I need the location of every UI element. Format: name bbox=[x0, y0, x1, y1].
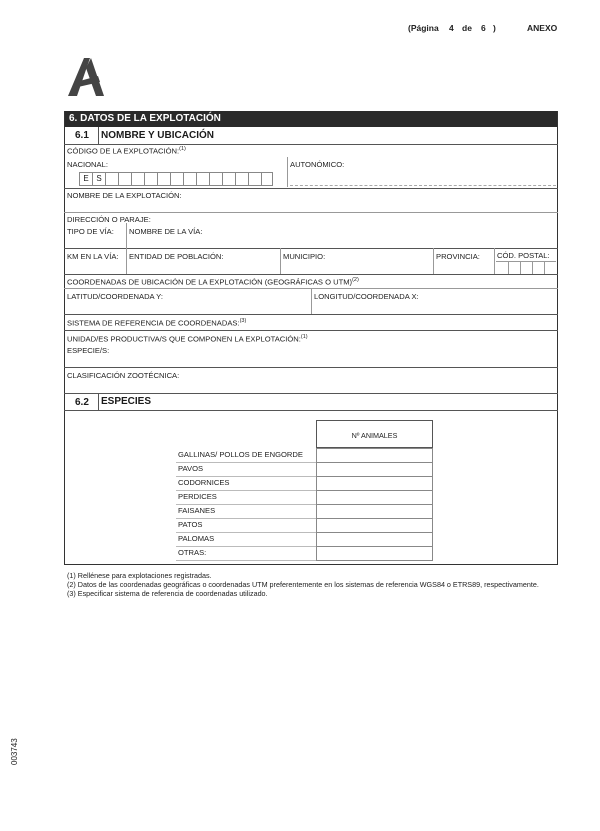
code-box[interactable] bbox=[157, 172, 171, 186]
code-box[interactable] bbox=[170, 172, 184, 186]
divider bbox=[287, 157, 288, 187]
code-box[interactable] bbox=[131, 172, 145, 186]
page-close: ) bbox=[493, 23, 496, 33]
subsection-number: 6.1 bbox=[75, 130, 89, 141]
subsection-number: 6.2 bbox=[75, 397, 89, 408]
km-via-label: KM EN LA VÍA: bbox=[67, 252, 119, 261]
divider bbox=[64, 393, 558, 394]
code-box[interactable] bbox=[261, 172, 273, 186]
species-row bbox=[176, 448, 316, 463]
species-row bbox=[176, 476, 316, 491]
provincia-label: PROVINCIA: bbox=[436, 252, 480, 261]
subsection-title: ESPECIES bbox=[101, 396, 152, 407]
longitud-label: LONGITUD/COORDENADA X: bbox=[314, 292, 419, 301]
species-table bbox=[176, 448, 433, 560]
especies-label: ESPECIE/S: bbox=[67, 346, 110, 355]
tipo-via-label: TIPO DE VÍA: bbox=[67, 227, 114, 236]
page-label: (Página bbox=[408, 23, 439, 33]
postal-code-boxes[interactable] bbox=[496, 261, 556, 274]
divider bbox=[126, 248, 127, 274]
divider bbox=[433, 248, 434, 274]
divider bbox=[64, 144, 558, 145]
species-name: PATOS bbox=[178, 520, 203, 529]
municipio-label: MUNICIPIO: bbox=[283, 252, 326, 261]
species-row bbox=[176, 532, 316, 547]
footnote: (2) Datos de las coordenadas geográficas o coordenadas UTM preferentemente en los sistemas de referencia WGS84 o ETRS89, respectivamente. bbox=[67, 580, 539, 589]
animals-count-input[interactable] bbox=[316, 476, 433, 491]
document-code: 003743 bbox=[10, 738, 19, 765]
divider bbox=[64, 330, 558, 331]
species-row bbox=[176, 462, 316, 477]
divider bbox=[64, 212, 558, 213]
code-box[interactable]: E bbox=[79, 172, 93, 186]
coordenadas-label: COORDENADAS DE UBICACIÓN DE LA EXPLOTACIÓN (GEOGRÁFICAS O UTM)$^{(2)}$ bbox=[67, 277, 359, 287]
code-boxes[interactable] bbox=[79, 172, 273, 186]
animals-count-input[interactable] bbox=[316, 518, 433, 533]
nacional-label: NACIONAL: bbox=[67, 160, 108, 169]
species-name: PERDICES bbox=[178, 492, 217, 501]
nombre-explotacion-label: NOMBRE DE LA EXPLOTACIÓN: bbox=[67, 191, 182, 200]
divider bbox=[64, 410, 558, 411]
divider bbox=[98, 393, 99, 410]
species-row bbox=[176, 490, 316, 505]
code-box[interactable] bbox=[118, 172, 132, 186]
divider bbox=[64, 314, 558, 315]
species-name: PALOMAS bbox=[178, 534, 215, 543]
cod-postal-label: CÓD. POSTAL: bbox=[497, 251, 550, 260]
code-box[interactable]: S bbox=[92, 172, 106, 186]
junta-logo-icon bbox=[64, 56, 106, 98]
animals-count-input[interactable] bbox=[316, 462, 433, 477]
divider bbox=[126, 223, 127, 249]
divider bbox=[64, 248, 558, 249]
nombre-via-label: NOMBRE DE LA VÍA: bbox=[129, 227, 203, 236]
code-box[interactable] bbox=[105, 172, 119, 186]
subsection-title: NOMBRE Y UBICACIÓN bbox=[101, 130, 214, 141]
unidad-productiva-label: UNIDAD/ES PRODUCTIVA/S QUE COMPONEN LA EXPLOTACIÓN:$^{(1)}$ bbox=[67, 334, 308, 344]
animals-count-input[interactable] bbox=[316, 490, 433, 505]
autonomico-input-line[interactable] bbox=[290, 185, 556, 186]
entidad-poblacion-label: ENTIDAD DE POBLACIÓN: bbox=[129, 252, 224, 261]
code-box[interactable] bbox=[222, 172, 236, 186]
species-name: OTRAS: bbox=[178, 548, 207, 557]
divider bbox=[64, 367, 558, 368]
footnote: (3) Especificar sistema de referencia de coordenadas utilizado. bbox=[67, 589, 268, 598]
code-box[interactable] bbox=[196, 172, 210, 186]
code-box[interactable] bbox=[209, 172, 223, 186]
code-box[interactable] bbox=[144, 172, 158, 186]
species-name: FAISANES bbox=[178, 506, 216, 515]
direccion-label: DIRECCIÓN O PARAJE: bbox=[67, 215, 151, 224]
animals-count-input[interactable] bbox=[316, 546, 433, 561]
section-title: 6. DATOS DE LA EXPLOTACIÓN bbox=[65, 111, 557, 127]
divider bbox=[64, 188, 558, 189]
divider bbox=[64, 274, 558, 275]
clasificacion-label: CLASIFICACIÓN ZOOTÉCNICA: bbox=[67, 371, 180, 380]
species-row bbox=[176, 518, 316, 533]
autonomico-label: AUTONÓMICO: bbox=[290, 160, 345, 169]
species-name: CODORNICES bbox=[178, 478, 230, 487]
animals-column-header: Nº ANIMALES bbox=[316, 420, 433, 448]
species-row bbox=[176, 504, 316, 519]
species-row bbox=[176, 546, 316, 561]
divider bbox=[311, 288, 312, 314]
page-of: de bbox=[462, 23, 472, 33]
sistema-referencia-label: SISTEMA DE REFERENCIA DE COORDENADAS:$^{(3)}$ bbox=[67, 318, 247, 328]
annex-label: ANEXO bbox=[527, 23, 558, 33]
divider bbox=[494, 248, 495, 274]
code-box[interactable] bbox=[248, 172, 262, 186]
animals-count-input[interactable] bbox=[316, 504, 433, 519]
codigo-label: CÓDIGO DE LA EXPLOTACIÓN:$^{(1)}$ bbox=[67, 146, 186, 156]
divider bbox=[280, 248, 281, 274]
animals-count-input[interactable] bbox=[316, 532, 433, 547]
animals-count-input[interactable] bbox=[316, 448, 433, 463]
footnote: (1) Rellénese para explotaciones registradas. bbox=[67, 571, 212, 580]
species-name: PAVOS bbox=[178, 464, 204, 473]
page-number: 4 bbox=[449, 23, 454, 33]
latitud-label: LATITUD/COORDENADA Y: bbox=[67, 292, 163, 301]
code-box[interactable] bbox=[235, 172, 249, 186]
code-box[interactable] bbox=[183, 172, 197, 186]
divider bbox=[98, 127, 99, 144]
species-name: GALLINAS/ POLLOS DE ENGORDE bbox=[178, 450, 303, 459]
page-total: 6 bbox=[481, 23, 486, 33]
